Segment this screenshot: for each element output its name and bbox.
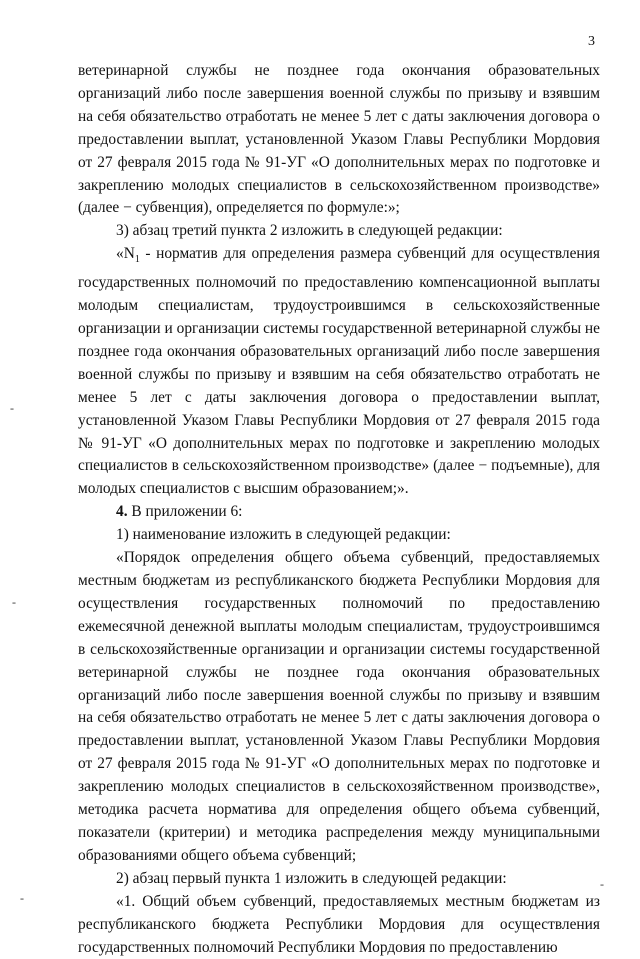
paragraph: «Порядок определения общего объема субвенций, предоставляемых местным бюджетам из республиканского бюджета Республики Мордовия для осуществления государственных полномочий по предоставлению ежемесячной денежной выплаты молодым специалистам, трудоустроившимся в сельскохозяйственные организации и организации системы государственной ветеринарной службы не позднее года окончания образовательных организаций либо после завершения военной службы по призыву и взявшим на себя обязательство отработать не менее 5 лет с даты заключения договора о предоставлении выплат, установленной Указом Главы Республики Мордовия от 27 февраля 2015 года № 91-УГ «О дополнительных мерах по подготовке и закреплению молодых специалистов в сельскохозяйственном производстве», методика расчета норматива для определения общего объема субвенций, показатели (критерии) и методика распределения между муниципальными образованиями общего объема субвенций; xyxy=(78,549,600,864)
item-number: 4. xyxy=(116,503,128,521)
document-body xyxy=(78,60,600,959)
margin-mark: - xyxy=(20,891,24,905)
paragraph: 1) наименование изложить в следующей редакции: xyxy=(116,526,451,544)
paragraph: ветеринарной службы не позднее года окончания образовательных организаций либо после завершения военной службы по призыву и взявшим на себя обязательство отработать не менее 5 лет с даты заключения договора о предоставлении выплат, установленной Указом Главы Республики Мордовия от 27 февраля 2015 года № 91-УГ «О дополнительных мерах по подготовке и закреплению молодых специалистов в сельскохозяйственном производстве» (далее − субвенция), определяется по формуле:»; xyxy=(78,62,600,217)
margin-mark: - xyxy=(600,877,604,891)
formula-symbol: «N xyxy=(116,245,135,263)
paragraph-text: В приложении 6: xyxy=(127,503,243,521)
margin-mark: - xyxy=(10,401,14,415)
paragraph xyxy=(78,243,600,501)
formula-subscript: 1 xyxy=(134,254,140,266)
paragraph-text: - норматив для определения размера субвенций для осуществления государственных полномочий по предоставлению компенсационной выплаты молодым специалистам, трудоустроившимся в сельскохозяйственные организации и организации системы государственной ветеринарной службы не позднее года окончания образовательных организаций либо после завершения военной службы по призыву и взявшим на себя обязательство отработать не менее 5 лет с даты заключения договора о предоставлении выплат, установленной Указом Главы Республики Мордовия от 27 февраля 2015 года № 91-УГ «О дополнительных мерах по подготовке и закреплению молодых специалистов в сельскохозяйственном производстве» (далее − подъемные), для молодых специалистов с высшим образованием;». xyxy=(78,245,600,498)
margin-mark: - xyxy=(12,595,16,609)
paragraph: «1. Общий объем субвенций, предоставляемых местным бюджетам из республиканского бюджета Республики Мордовия для осуществления государственных полномочий Республики Мордовия по предоставлению xyxy=(78,892,600,956)
paragraph: 2) абзац первый пункта 1 изложить в следующей редакции: xyxy=(116,869,507,887)
paragraph xyxy=(78,501,600,524)
page-number: 3 xyxy=(588,34,595,49)
paragraph: 3) абзац третий пункта 2 изложить в следующей редакции: xyxy=(116,222,503,240)
